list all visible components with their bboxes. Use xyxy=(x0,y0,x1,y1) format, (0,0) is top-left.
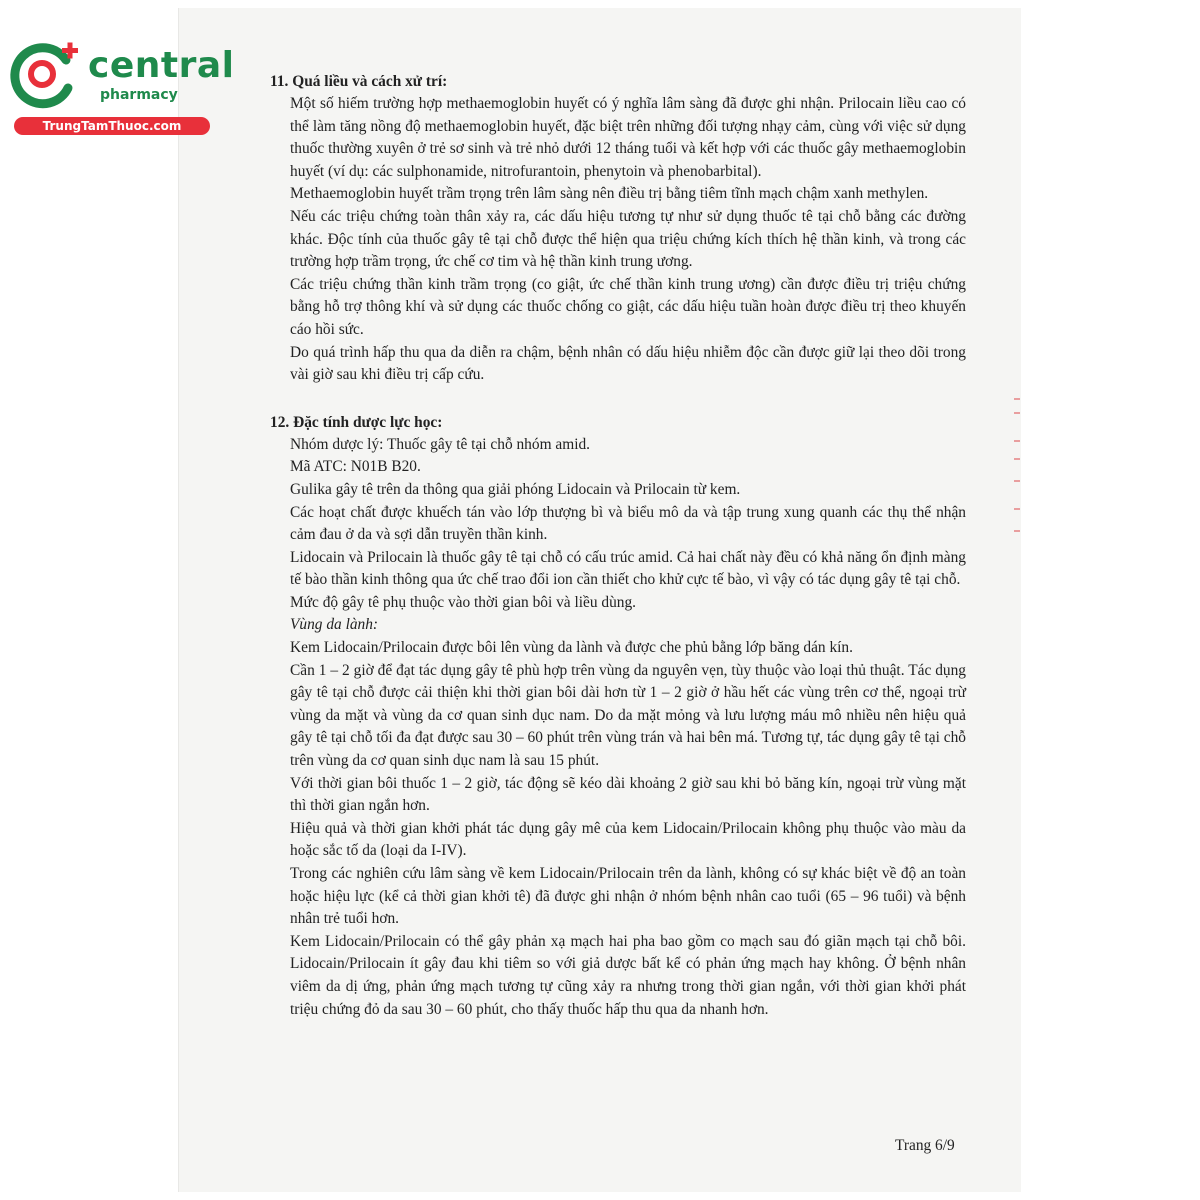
paragraph: Mã ATC: N01B B20. xyxy=(290,458,421,476)
brand-subtitle: pharmacy xyxy=(100,87,178,103)
paragraph: Do quá trình hấp thu qua da diễn ra chậm, bệnh nhân có dấu hiệu nhiễm độc cần được giữ lại theo dõi trong vài giờ sau khi điều trị cấp cứu. xyxy=(290,343,966,384)
document-content xyxy=(270,70,966,1021)
brand-website-link[interactable]: TrungTamThuoc.com xyxy=(14,117,210,135)
paragraph: Nếu các triệu chứng toàn thân xảy ra, các dấu hiệu tương tự như sử dụng thuốc tê tại chỗ bằng các đường khác. Độc tính của thuốc gây tê tại chỗ được thể hiện qua triệu chứng kích thích hệ thần kinh, và trong các trường hợp trầm trọng, ức chế cơ tim và hệ thần kinh trung ương. xyxy=(290,207,966,271)
margin-marks xyxy=(1012,390,1022,540)
paragraph: Mức độ gây tê phụ thuộc vào thời gian bôi và liều dùng. xyxy=(290,593,637,611)
subsection-heading: Vùng da lành: xyxy=(290,616,379,634)
paragraph: Kem Lidocain/Prilocain có thể gây phản xạ mạch hai pha bao gồm co mạch sau đó giãn mạch tại chỗ bôi. Lidocain/Prilocain ít gây đau khi tiêm so với giả dược bất kể có phản ứng mạch hay không. Ở bệnh nhân viêm da dị ứng, phản ứng mạch tương tự cũng xảy ra nhưng trong thời gian ngắn, với thời gian khởi phát triệu chứng đỏ da sau 30 – 60 phút, cho thấy thuốc hấp thu qua da nhanh hơn. xyxy=(290,932,966,1018)
page-number: Trang 6/9 xyxy=(895,1137,955,1154)
paragraph: Lidocain và Prilocain là thuốc gây tê tại chỗ có cấu trúc amid. Cả hai chất này đều có khả năng ổn định màng tế bào thần kinh thông qua ức chế trao đổi ion cần thiết cho khử cực tế bào, vì vậy có tác dụng gây tê tại chỗ. xyxy=(290,548,966,589)
paragraph: Kem Lidocain/Prilocain được bôi lên vùng da lành và được che phủ bằng lớp băng dán kín. xyxy=(290,639,853,657)
paragraph: Một số hiếm trường hợp methaemoglobin huyết có ý nghĩa lâm sàng đã được ghi nhận. Prilocain liều cao có thể làm tăng nồng độ methaemoglobin huyết, đặc biệt trên những đối tượng nhạy cảm, cùng với việc sử dụng thuốc thường xuyên ở trẻ sơ sinh và trẻ nhỏ dưới 12 tháng tuổi và kết hợp với các thuốc gây methaemoglobin huyết (ví dụ: các sulphonamide, nitrofurantoin, phenytoin và phenobarbital). xyxy=(290,95,966,180)
brand-name: central xyxy=(88,45,235,86)
section-heading: 11. Quá liều và cách xử trí: xyxy=(270,73,448,90)
section-heading: 12. Đặc tính dược lực học: xyxy=(270,413,443,431)
central-pharmacy-logo[interactable] xyxy=(0,0,235,140)
paragraph: Các hoạt chất được khuếch tán vào lớp thượng bì và biểu mô da và tập trung xung quanh các thụ thể nhận cảm đau ở da và sợi dẫn truyền thần kinh. xyxy=(290,503,966,544)
paragraph: Methaemoglobin huyết trầm trọng trên lâm sàng nên điều trị bằng tiêm tĩnh mạch chậm xanh methylen. xyxy=(290,185,929,203)
section-overdose xyxy=(270,70,966,387)
paragraph: Gulika gây tê trên da thông qua giải phóng Lidocain và Prilocain từ kem. xyxy=(290,480,741,498)
paragraph: Nhóm dược lý: Thuốc gây tê tại chỗ nhóm amid. xyxy=(290,435,591,453)
paragraph: Các triệu chứng thần kinh trầm trọng (co giật, ức chế thần kinh trung ương) cần được điều trị triệu chứng bằng hỗ trợ thông khí và sử dụng các thuốc chống co giật, các dấu hiệu tuần hoàn được điều trị theo khuyến cáo hồi sức. xyxy=(290,275,966,338)
paragraph: Trong các nghiên cứu lâm sàng về kem Lidocain/Prilocain trên da lành, không có sự khác biệt về độ an toàn hoặc hiệu lực (kể cả thời gian khởi tê) đã được ghi nhận ở nhóm bệnh nhân cao tuổi (65 – 96 tuổi) và bệnh nhân trẻ tuổi hơn. xyxy=(290,865,966,928)
paragraph: Hiệu quả và thời gian khởi phát tác dụng gây mê của kem Lidocain/Prilocain không phụ thuộc vào màu da hoặc sắc tố da (loại da I-IV). xyxy=(290,819,966,860)
paragraph: Với thời gian bôi thuốc 1 – 2 giờ, tác động sẽ kéo dài khoảng 2 giờ sau khi bỏ băng kín, ngoại trừ vùng mặt thì thời gian ngắn hơn. xyxy=(290,774,966,815)
pharmacy-logo-icon xyxy=(8,38,80,110)
section-pharmacodynamics xyxy=(270,411,966,1021)
paragraph: Cần 1 – 2 giờ để đạt tác dụng gây tê phù hợp trên vùng da nguyên vẹn, tùy thuộc vào loại thủ thuật. Tác dụng gây tê tại chỗ được cải thiện khi thời gian bôi dài hơn từ 1 – 2 giờ ở hầu hết các vùng trên cơ thể, ngoại trừ vùng da mặt và vùng da cơ quan sinh dục nam. Do da mặt mỏng và lưu lượng máu mô nhiều nên hiệu quả gây tê tại chỗ tối đa đạt được sau 30 – 60 phút trên vùng trán và hai bên má. Tương tự, tác dụng gây tê tại chỗ trên vùng da cơ quan sinh dục nam là sau 15 phút. xyxy=(290,661,966,770)
